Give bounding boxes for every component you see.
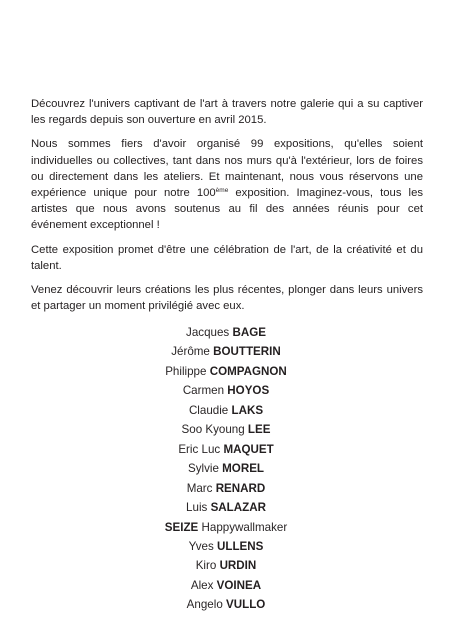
- artist-name: [0, 498, 452, 517]
- artist-last-name: LEE: [247, 423, 271, 437]
- artist-last-name: HOYOS: [227, 384, 270, 398]
- artist-first-name: Luis: [186, 501, 208, 515]
- artist-last-name: LAKS: [231, 403, 264, 417]
- artist-first-name: Happywallmaker: [201, 520, 288, 534]
- artist-name: [0, 362, 452, 381]
- artist-last-name: SEIZE: [164, 520, 199, 534]
- artist-name: [0, 576, 452, 595]
- artist-first-name: Angelo: [186, 598, 223, 612]
- ordinal-superscript: ème: [215, 187, 229, 195]
- artist-last-name: BAGE: [232, 326, 266, 339]
- intro-paragraph-3: Cette exposition promet d'être une célébration de l'art, de la créativité et du talent.: [31, 243, 423, 272]
- artist-name: [0, 556, 452, 575]
- artist-name: [0, 537, 452, 556]
- artist-last-name: MOREL: [222, 462, 265, 476]
- artist-last-name: VULLO: [226, 598, 266, 612]
- artist-name: [0, 381, 452, 400]
- artist-first-name: Philippe: [165, 364, 207, 378]
- intro-text: [31, 96, 423, 314]
- artist-last-name: BOUTTERIN: [213, 345, 281, 359]
- artist-first-name: Yves: [188, 539, 214, 553]
- intro-paragraph-2: [31, 136, 423, 233]
- artist-name: [0, 440, 452, 459]
- artist-name: [0, 342, 452, 361]
- intro-paragraph-2-end: exposition. Imaginez-vous, tous les artistes que nous avons soutenus au fil des années réunis pour cet événement exceptionnel !: [31, 187, 423, 232]
- artist-last-name: URDIN: [219, 559, 257, 573]
- artist-first-name: Jérôme: [171, 345, 210, 359]
- artist-name: [0, 323, 452, 342]
- intro-paragraph-2-start: Nous sommes fiers d'avoir organisé 99 expositions, qu'elles soient individuelles ou collectives, tant dans nos murs qu'à l'extérieur, lors de foires ou directement dans les ateliers. Et maintenant, nous vous réservons une expérience unique pour notre 100: [31, 138, 423, 200]
- artist-name: [0, 459, 452, 478]
- artist-first-name: Soo Kyoung: [181, 423, 245, 437]
- artist-name: [0, 420, 452, 439]
- artist-first-name: Jacques: [186, 326, 230, 339]
- artist-name: [0, 518, 452, 537]
- intro-paragraph-4: Venez découvrir leurs créations les plus récentes, plonger dans leurs univers et partager un moment privilégié avec eux.: [31, 284, 423, 313]
- artist-first-name: Sylvie: [187, 462, 219, 476]
- artist-first-name: Claudie: [188, 403, 229, 417]
- artist-last-name: MAQUET: [223, 442, 274, 456]
- artist-first-name: Eric Luc: [178, 442, 221, 456]
- artist-last-name: ULLENS: [217, 539, 264, 553]
- artist-last-name: SALAZAR: [210, 501, 266, 515]
- artist-first-name: Kiro: [195, 559, 217, 573]
- intro-paragraph-1: Découvrez l'univers captivant de l'art à travers notre galerie qui a su captiver les regards depuis son ouverture en avril 2015.: [31, 98, 423, 127]
- artist-last-name: COMPAGNON: [209, 364, 287, 378]
- artist-list: [0, 323, 452, 615]
- artist-last-name: RENARD: [215, 481, 266, 495]
- artist-name: [0, 401, 452, 420]
- artist-first-name: Alex: [190, 578, 214, 592]
- artist-name: [0, 595, 452, 614]
- artist-last-name: VOINEA: [216, 578, 262, 592]
- artist-first-name: Carmen: [182, 384, 225, 398]
- artist-name: [0, 479, 452, 498]
- artist-first-name: Marc: [186, 481, 213, 495]
